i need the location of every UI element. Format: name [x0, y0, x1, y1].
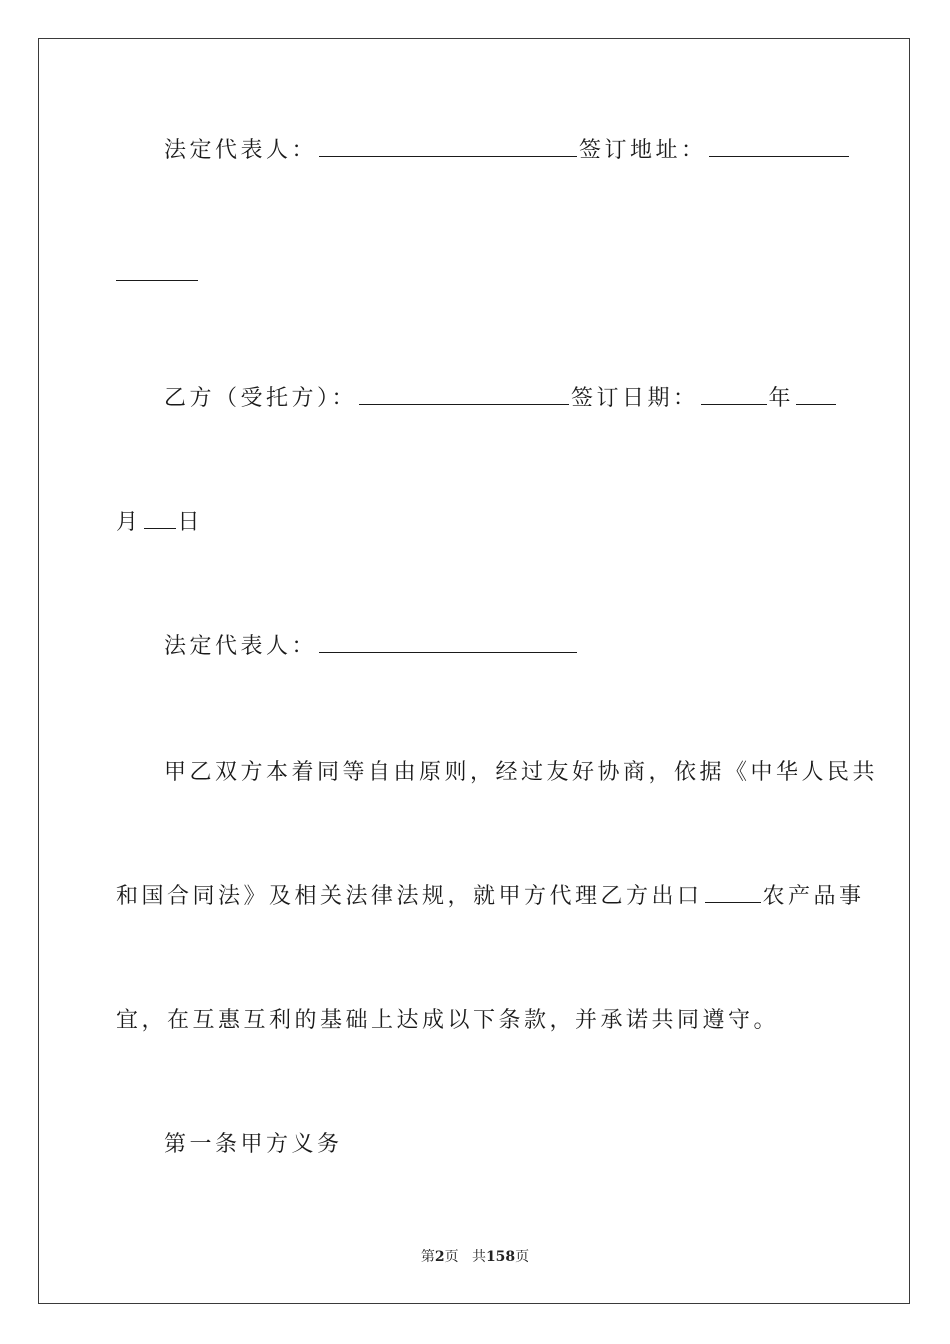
- signatory-line-party-b-rep: [164, 632, 579, 662]
- legal-rep-label-b: 法定代表人：: [164, 634, 318, 659]
- date-continuation: [116, 508, 203, 538]
- sign-date-label: 签订日期：: [571, 386, 699, 411]
- party-b-blank: [359, 384, 569, 405]
- sign-address-label: 签订地址：: [579, 138, 707, 163]
- page-frame: [38, 38, 910, 1304]
- footer-prefix: 第: [420, 1249, 435, 1265]
- footer-page-suffix: 页: [444, 1249, 459, 1265]
- footer-total-suffix: 页: [515, 1249, 530, 1265]
- paragraph-line-2: [116, 882, 865, 912]
- section-heading-text: 第一条甲方义务: [164, 1132, 343, 1157]
- day-label: 日: [177, 510, 204, 535]
- signatory-line-party-a: [164, 136, 851, 166]
- paragraph-line-1: [164, 758, 878, 788]
- footer-total-prefix: 共: [471, 1249, 486, 1265]
- day-blank: [144, 508, 176, 529]
- sign-address-blank: [709, 136, 849, 157]
- paragraph-text-3: 宜，在互惠互利的基础上达成以下条款，并承诺共同遵守。: [116, 1008, 780, 1033]
- paragraph-line-3: [116, 1006, 779, 1036]
- legal-rep-blank-b: [319, 632, 577, 653]
- legal-rep-blank: [319, 136, 577, 157]
- sign-address-blank-continued: [116, 260, 198, 281]
- legal-rep-label: 法定代表人：: [164, 138, 318, 163]
- paragraph-text-2a: 和国合同法》及相关法律法规，就甲方代理乙方出口: [116, 884, 703, 909]
- year-label: 年: [768, 386, 795, 411]
- paragraph-text-1: 甲乙双方本着同等自由原则，经过友好协商，依据《中华人民共: [164, 760, 879, 785]
- signatory-line-party-b: [164, 384, 838, 414]
- paragraph-text-2b: 农产品事: [762, 884, 865, 909]
- footer-total-pages: 158: [485, 1249, 516, 1265]
- month-label: 月: [116, 510, 142, 535]
- year-blank: [701, 384, 767, 405]
- party-b-label: 乙方（受托方）：: [164, 386, 358, 411]
- section-heading: [164, 1130, 343, 1160]
- page-footer: [0, 1246, 950, 1266]
- sign-address-continuation: [116, 260, 198, 290]
- footer-page-number: 2: [434, 1249, 445, 1265]
- month-blank: [796, 384, 836, 405]
- product-blank: [705, 882, 761, 903]
